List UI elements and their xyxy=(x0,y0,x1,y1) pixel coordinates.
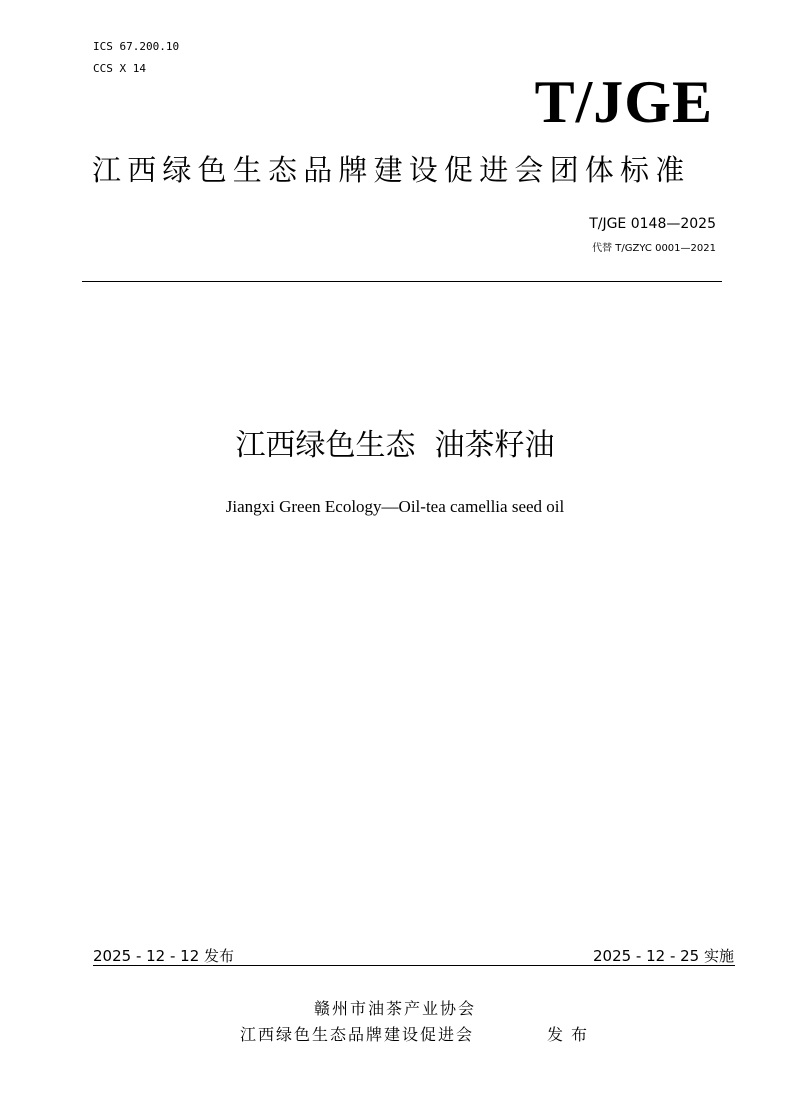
replaces-standard: 代替 T/GZYC 0001—2021 xyxy=(592,243,716,254)
publisher-ganzhou-association: 赣州市油茶产业协会 xyxy=(313,999,476,1018)
implementation-date: 2025 - 12 - 25 实施 xyxy=(592,947,734,965)
ics-code: ICS 67.200.10 xyxy=(93,40,180,53)
standard-logo: T/JGE xyxy=(534,69,713,135)
standard-number: T/JGE 0148—2025 xyxy=(589,216,716,232)
document-title: 江西绿色生态 油茶籽油 xyxy=(235,428,555,463)
organization-title: 江西绿色生态品牌建设促进会团体标准 xyxy=(92,153,691,187)
date-divider xyxy=(93,965,735,966)
publish-label: 发布 xyxy=(547,1025,596,1044)
ccs-code: CCS X 14 xyxy=(93,62,146,75)
document-subtitle-english: Jiangxi Green Ecology—Oil-tea camellia seed oil xyxy=(225,497,565,516)
header-divider xyxy=(82,281,722,282)
issue-date: 2025 - 12 - 12 发布 xyxy=(93,947,235,965)
publisher-jiangxi-association: 江西绿色生态品牌建设促进会 xyxy=(240,1025,475,1044)
